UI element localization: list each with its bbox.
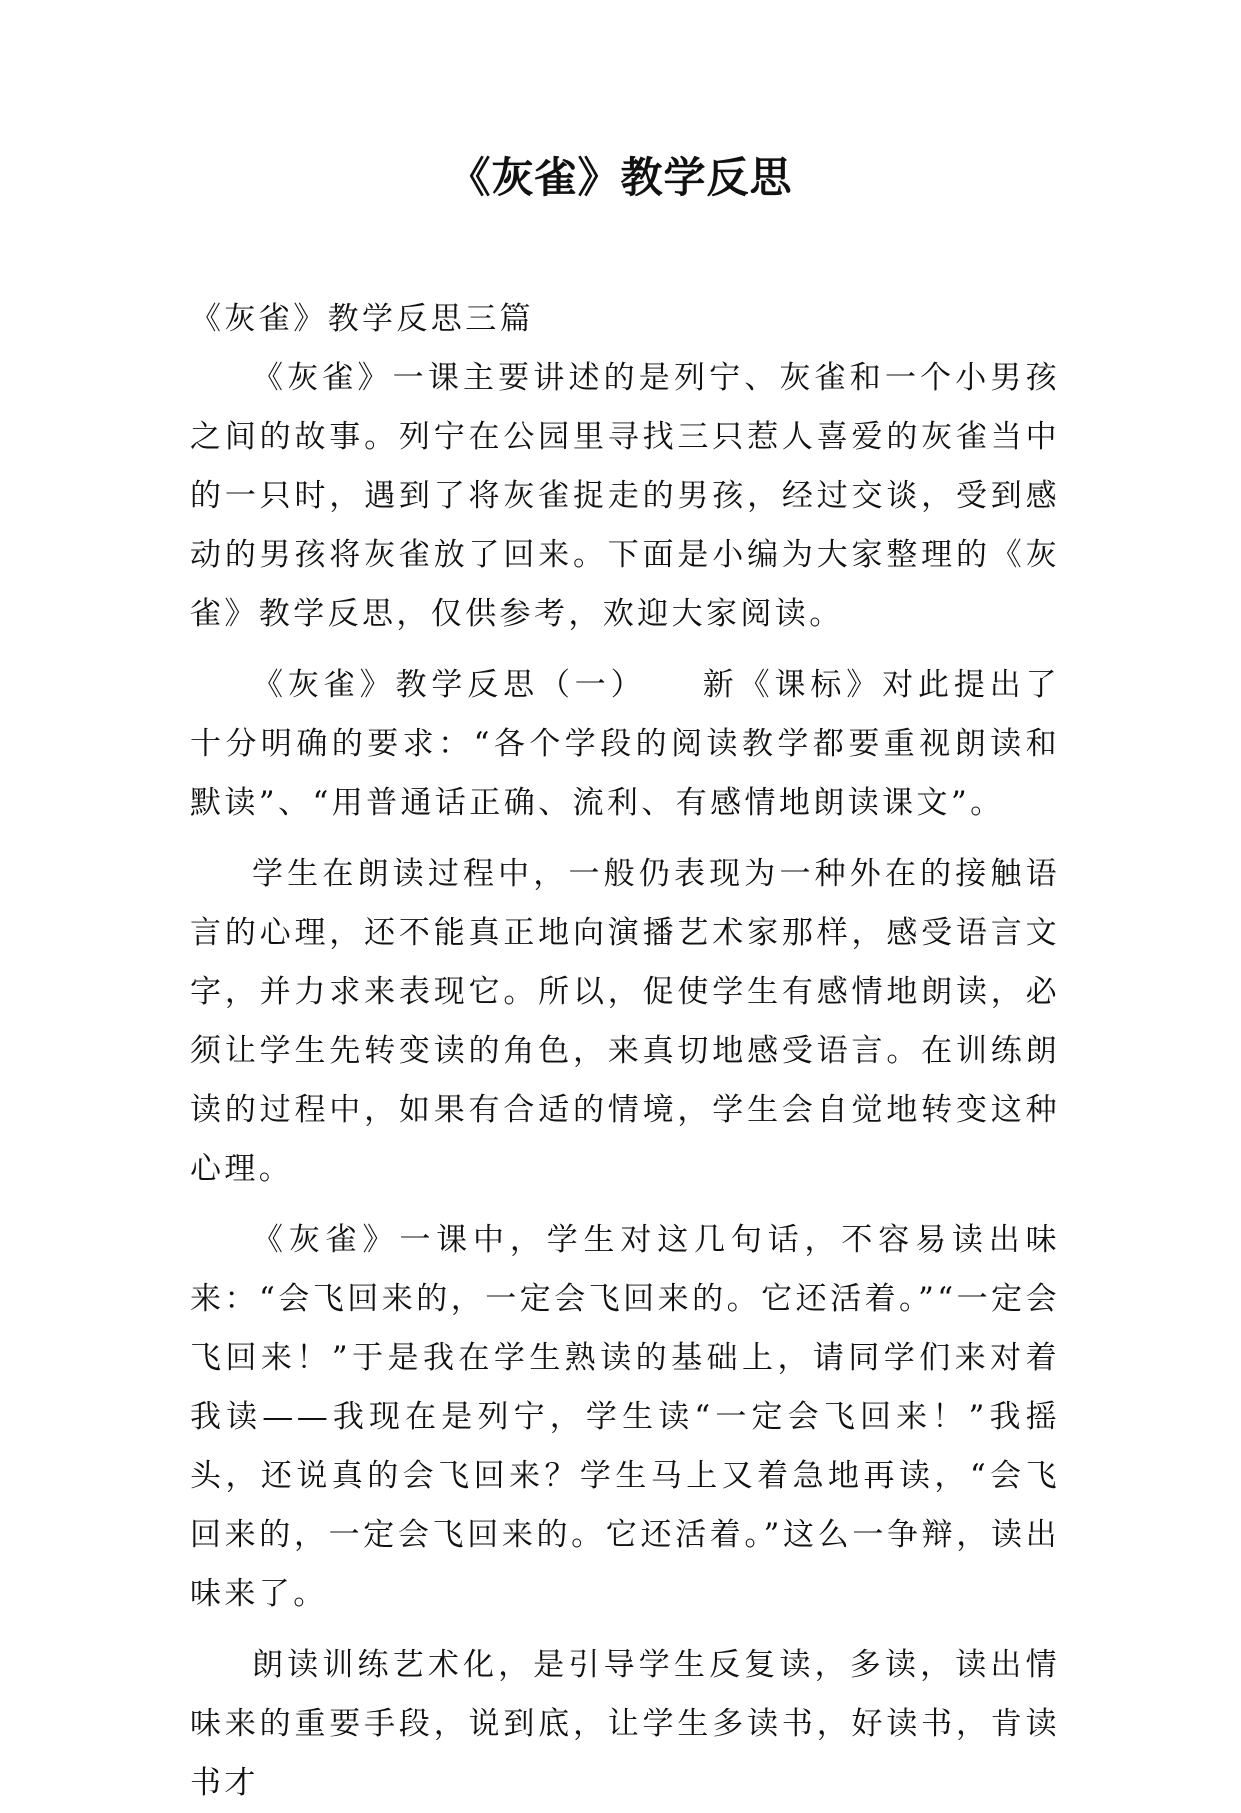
- paragraph: 《灰雀》一课中，学生对这几句话，不容易读出味来：“会飞回来的，一定会飞回来的。它还活着。”“一定会飞回来！”于是我在学生熟读的基础上，请同学们来对着我读——我现在是列宁，学生读“一定会飞回来！”我摇头，还说真的会飞回来？学生马上又着急地再读，“会飞回来的，一定会飞回来的。它还活着。”这么一争辩，读出味来了。: [190, 1222, 1060, 1612]
- document-body: [190, 290, 1060, 1813]
- document-title: 《灰雀》教学反思: [448, 153, 793, 202]
- paragraph: 学生在朗读过程中，一般仍表现为一种外在的接触语言的心理，还不能真正地向演播艺术家那样，感受语言文字，并力求来表现它。所以，促使学生有感情地朗读，必须让学生先转变读的角色，来真切地感受语言。在训练朗读的过程中，如果有合适的情境，学生会自觉地转变这种心理。: [190, 856, 1060, 1187]
- paragraph-subtitle: 《灰雀》教学反思三篇: [190, 301, 534, 337]
- paragraph: 朗读训练艺术化，是引导学生反复读，多读，读出情味来的重要手段，说到底，让学生多读书，好读书，肯读书才: [190, 1647, 1060, 1801]
- paragraph: 《灰雀》教学反思（一） 新《课标》对此提出了十分明确的要求：“各个学段的阅读教学都要重视朗读和默读”、“用普通话正确、流利、有感情地朗读课文”。: [190, 667, 1060, 821]
- paragraph: 《灰雀》一课主要讲述的是列宁、灰雀和一个小男孩之间的故事。列宁在公园里寻找三只惹人喜爱的灰雀当中的一只时，遇到了将灰雀捉走的男孩，经过交谈，受到感动的男孩将灰雀放了回来。下面是小编为大家整理的《灰雀》教学反思，仅供参考，欢迎大家阅读。: [190, 360, 1060, 632]
